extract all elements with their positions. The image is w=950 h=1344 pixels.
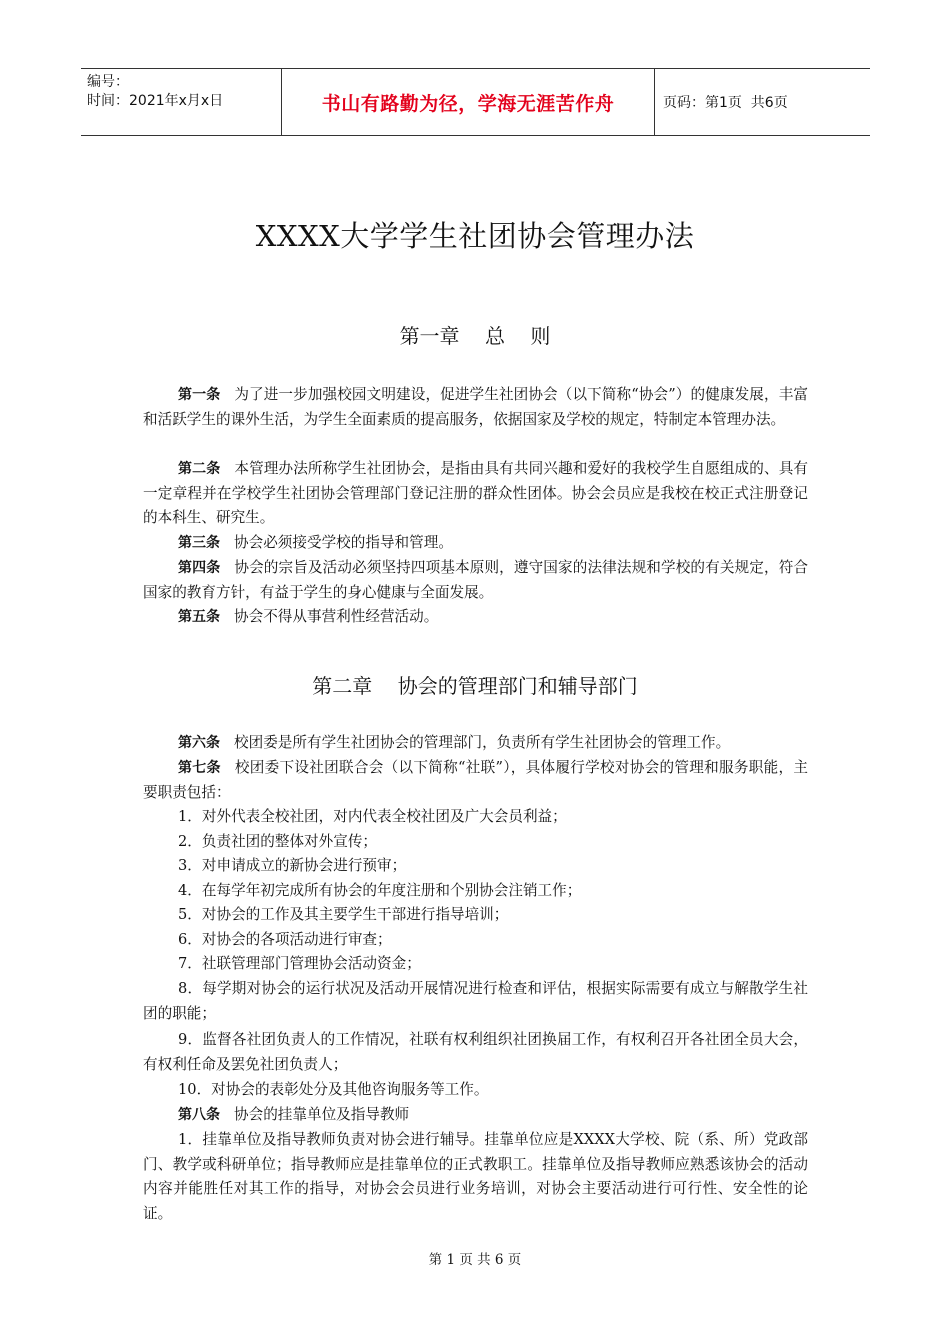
header-page-cell	[655, 69, 870, 135]
article-label: 第六条	[178, 735, 220, 751]
duty-item: 7．社联管理部门管理协会活动资金；	[178, 955, 421, 972]
article-label: 第八条	[178, 1107, 220, 1123]
article-4	[143, 556, 808, 605]
document-title: XXXX大学学生社团协会管理办法	[255, 219, 695, 253]
article-2	[143, 457, 808, 531]
duty-item: 8．每学期对协会的运行状况及活动开展情况进行检查和评估，根据实际需要有成立与解散学生社团的职能；	[143, 980, 808, 1022]
page-info: 页码：第1页 共6页	[663, 95, 788, 111]
header-table	[81, 68, 870, 136]
duty-item: 6．对协会的各项活动进行审查；	[178, 931, 392, 948]
article-label: 第四条	[178, 560, 221, 576]
header-meta	[81, 69, 281, 135]
article-label: 第一条	[178, 387, 221, 403]
duty-item: 9．监督各社团负责人的工作情况，社联有权利组织社团换届工作，有权利召开各社团全员大会，有权利任命及罢免社团负责人；	[143, 1031, 808, 1073]
article-label: 第七条	[178, 760, 221, 776]
article-text: 校团委下设社团联合会（以下简称“社联”），具体履行学校对协会的管理和服务职能，主要职责包括：	[143, 759, 808, 801]
number-label: 编号：	[87, 74, 129, 90]
header-motto-cell	[281, 69, 655, 135]
article-text: 协会必须接受学校的指导和管理。	[234, 534, 453, 551]
article-3	[143, 531, 808, 556]
article-text: 协会不得从事营利性经营活动。	[234, 608, 439, 625]
article-8	[143, 1103, 808, 1128]
duty-item: 10．对协会的表彰处分及其他咨询服务等工作。	[178, 1081, 489, 1098]
duty-item: 5．对协会的工作及其主要学生干部进行指导培训；	[178, 906, 509, 923]
article-text: 校团委是所有学生社团协会的管理部门，负责所有学生社团协会的管理工作。	[234, 734, 731, 751]
chapter-1-heading: 第一章 总 则	[399, 324, 551, 348]
motto: 书山有路勤为径，学海无涯苦作舟	[321, 92, 615, 115]
duty-item: 1．对外代表全校社团，对内代表全校社团及广大会员利益；	[178, 808, 567, 825]
article-1	[143, 383, 808, 432]
article-7	[143, 756, 808, 805]
duty-item: 2．负责社团的整体对外宣传；	[178, 833, 378, 850]
article-text: 为了进一步加强校园文明建设，促进学生社团协会（以下简称“协会”）的健康发展，丰富和活跃学生的课外生活，为学生全面素质的提高服务，依据国家及学校的规定，特制定本管理办法。	[143, 386, 808, 428]
time-label: 时间：2021年x月x日	[87, 93, 224, 109]
article-text: 协会的挂靠单位及指导教师	[234, 1106, 410, 1123]
article-6	[143, 731, 808, 756]
article-label: 第二条	[178, 461, 221, 477]
article-5	[143, 605, 808, 630]
article-text: 本管理办法所称学生社团协会，是指由具有共同兴趣和爱好的我校学生自愿组成的、具有一定章程并在学校学生社团协会管理部门登记注册的群众性团体。协会会员应是我校在校正式注册登记的本科生、研究生。	[143, 460, 808, 526]
page-footer: 第 1 页 共 6 页	[428, 1252, 522, 1268]
article-label: 第三条	[178, 535, 220, 551]
chapter-2-heading: 第二章 协会的管理部门和辅导部门	[312, 674, 638, 698]
article-text: 协会的宗旨及活动必须坚持四项基本原则，遵守国家的法律法规和学校的有关规定，符合国家的教育方针，有益于学生的身心健康与全面发展。	[143, 559, 808, 601]
duty-item: 4．在每学年初完成所有协会的年度注册和个别协会注销工作；	[178, 882, 582, 899]
duty-item: 3．对申请成立的新协会进行预审；	[178, 857, 407, 874]
article-label: 第五条	[178, 609, 220, 625]
article-8-item-1: 1．挂靠单位及指导教师负责对协会进行辅导。挂靠单位应是XXXX大学校、院（系、所）党政部门、教学或科研单位；指导教师应是挂靠单位的正式教职工。挂靠单位及指导教师应熟悉该协会的活动内容并能胜任对其工作的指导，对协会会员进行业务培训，对协会主要活动进行可行性、安全性的论证。	[143, 1131, 808, 1222]
